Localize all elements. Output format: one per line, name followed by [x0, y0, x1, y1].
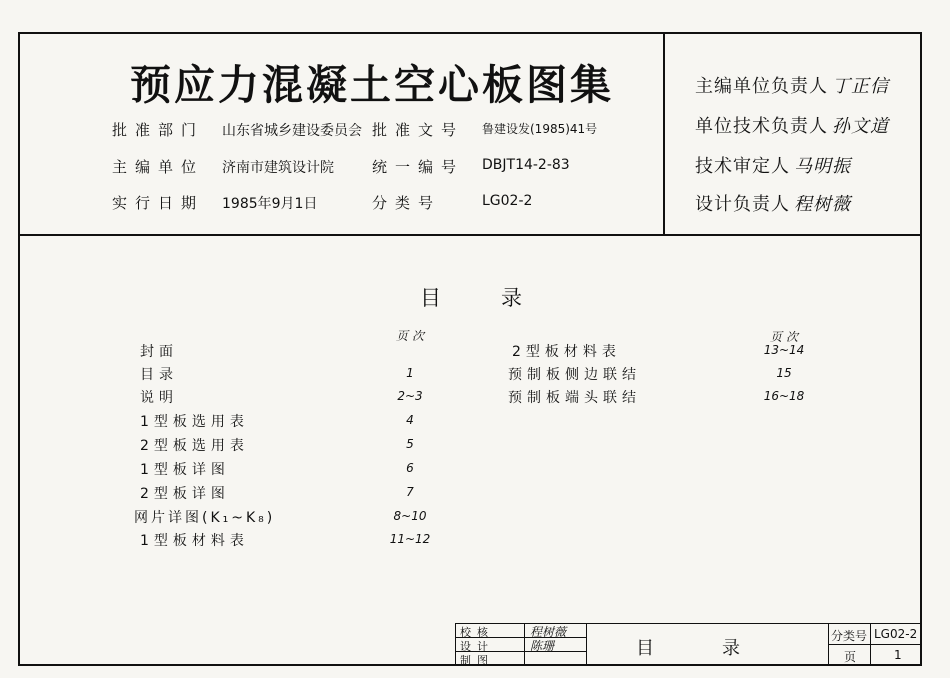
signature-line	[695, 112, 889, 138]
meta-label: 统一编号	[372, 158, 465, 176]
toc-entry-page: 1	[406, 366, 414, 380]
toc-entry-label: 2型板选用表	[140, 438, 249, 454]
signature-role: 主编单位负责人	[695, 76, 828, 97]
signature-role: 技术审定人	[695, 156, 790, 177]
meta-value: DBJT14-2-83	[482, 157, 570, 173]
toc-entry-page: 8~10	[393, 509, 427, 523]
meta-label: 分类号	[372, 194, 442, 212]
signature-line	[695, 190, 851, 216]
page-number: 1	[894, 648, 902, 662]
toc-entry-label: 2型板详图	[140, 486, 230, 502]
meta-label: 实行日期	[112, 194, 205, 212]
toc-entry-page: 13~14	[763, 343, 805, 357]
header-divider	[18, 234, 922, 236]
meta-value: LG02-2	[482, 193, 533, 209]
meta-value: 1985年9月1日	[222, 196, 318, 212]
class-number-value: LG02-2	[874, 627, 918, 641]
signature-name: 马明振	[794, 156, 851, 177]
toc-entry-label: 2型板材料表	[512, 344, 621, 360]
page-column-header: 页次	[770, 330, 803, 344]
toc-entry-label: 1型板选用表	[140, 414, 249, 430]
book-title: 预应力混凝土空心板图集	[130, 61, 614, 109]
toc-entry-label: 1型板材料表	[140, 533, 249, 549]
title-block-name: 陈珊	[530, 639, 555, 653]
signature-role: 单位技术负责人	[695, 116, 828, 137]
toc-entry-page: 15	[776, 366, 792, 380]
meta-label: 批准文号	[372, 121, 465, 139]
signature-line	[695, 152, 851, 178]
toc-entry-page: 11~12	[389, 532, 431, 546]
toc-entry-page: 7	[406, 485, 414, 499]
toc-entry-page: 16~18	[763, 389, 805, 403]
title-block-role: 制图	[460, 654, 494, 667]
page-label: 页	[844, 650, 857, 664]
title-block-role: 设计	[460, 640, 494, 653]
title-block-role: 校核	[460, 626, 494, 639]
signature-divider	[663, 33, 665, 234]
page-column-header: 页次	[396, 329, 429, 343]
toc-entry-label: 预制板端头联结	[508, 390, 641, 406]
toc-entry-label: 1型板详图	[140, 462, 230, 478]
meta-label: 主编单位	[112, 158, 205, 176]
toc-title: 目录	[420, 286, 582, 310]
toc-entry-label: 目录	[140, 367, 178, 383]
signature-line	[695, 72, 889, 98]
meta-label: 批准部门	[112, 121, 205, 139]
toc-entry-page: 2~3	[397, 389, 423, 403]
toc-entry-label: 说明	[140, 390, 178, 406]
signature-role: 设计负责人	[695, 194, 790, 215]
meta-value: 山东省城乡建设委员会	[222, 123, 362, 139]
title-block-name: 程树薇	[530, 625, 567, 639]
title-block	[455, 623, 922, 666]
signature-name: 孙文道	[832, 116, 889, 137]
toc-entry-label: 封面	[140, 344, 178, 360]
class-number-label: 分类号	[831, 629, 868, 643]
toc-entry-label: 预制板侧边联结	[508, 367, 641, 383]
toc-entry-page: 6	[406, 461, 414, 475]
toc-entry-page: 5	[406, 437, 414, 451]
meta-value: 鲁建设发(1985)41号	[482, 122, 598, 136]
sheet-title: 目录	[636, 638, 808, 659]
toc-entry-label: 网片详图(K₁~K₈)	[134, 510, 276, 526]
signature-name: 程树薇	[794, 194, 851, 215]
toc-entry-page: 4	[406, 413, 414, 427]
signature-name: 丁正信	[832, 76, 889, 97]
meta-value: 济南市建筑设计院	[222, 160, 334, 176]
